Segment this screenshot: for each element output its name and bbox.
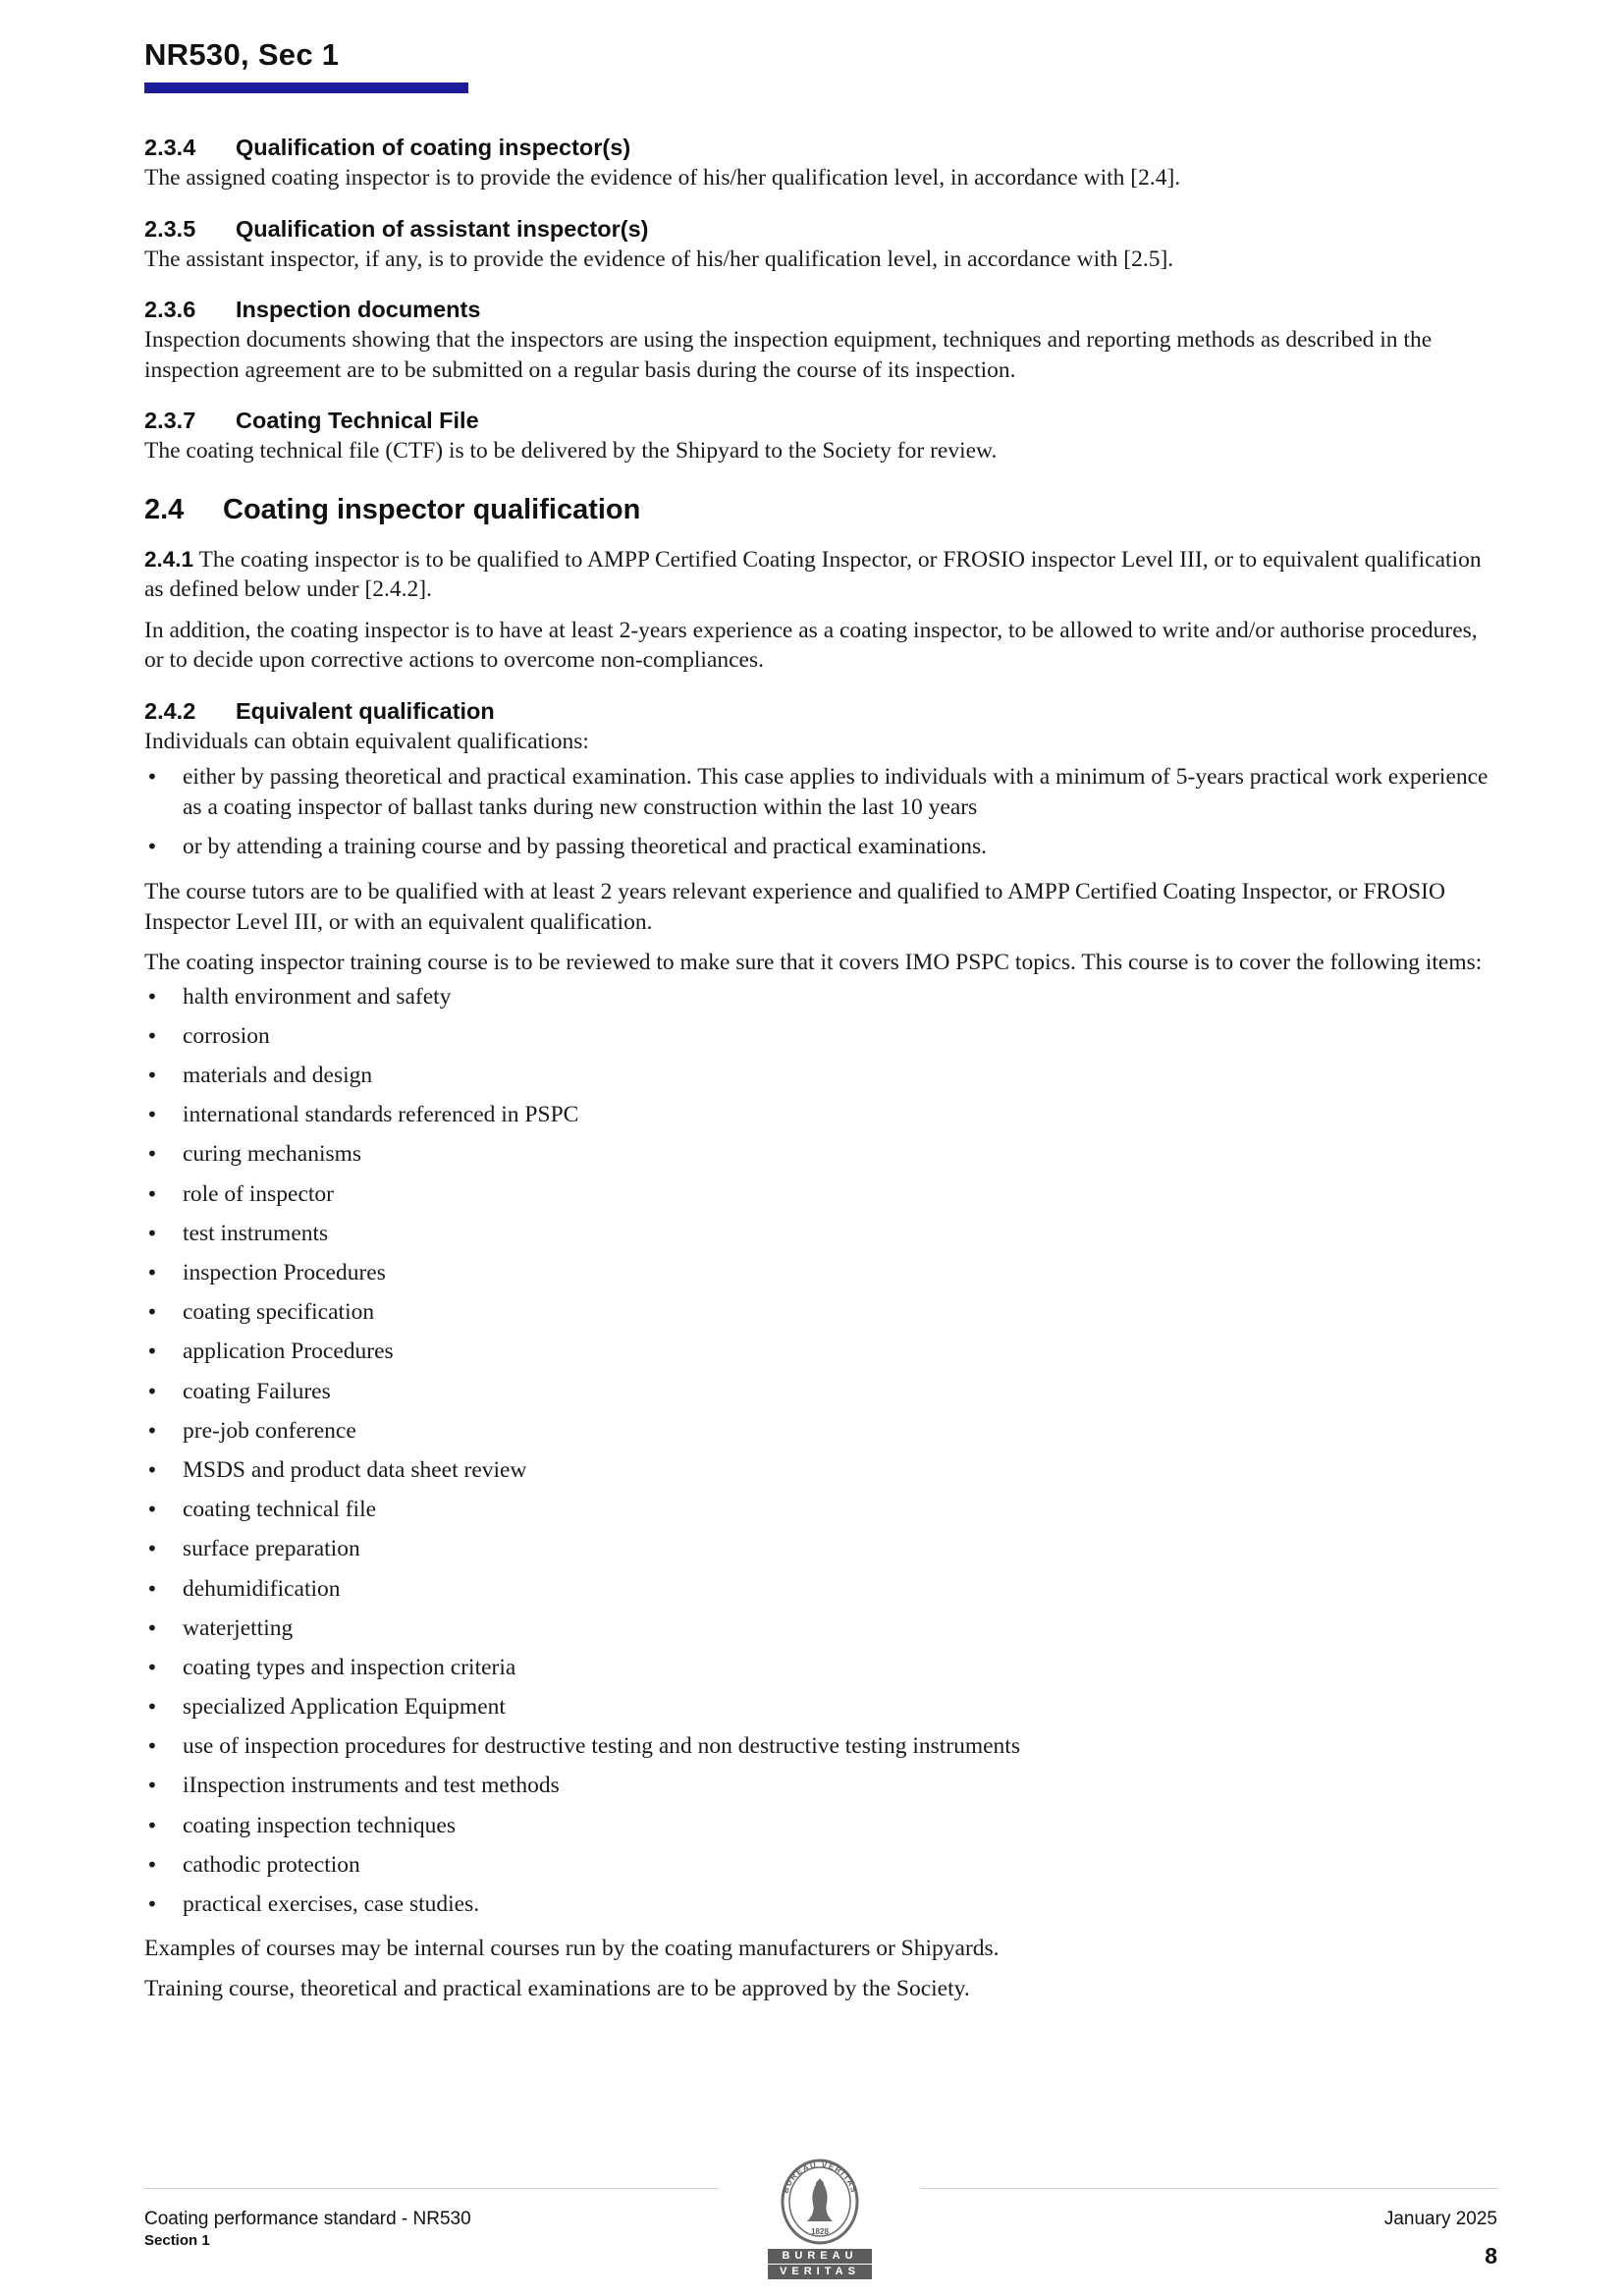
footer-section: Section 1 xyxy=(144,2232,210,2249)
paragraph-course-intro: The coating inspector training course is to be reviewed to make sure that it covers IMO PSPC topics. This course is to cover the following items: xyxy=(144,950,1483,976)
paragraph-course-tutors: The course tutors are to be qualified with at least 2 years relevant experience and qualified to AMPP Certified Coating Inspector, or FROSIO Inspector Level III, or with an equivalent qualification. xyxy=(144,879,1445,935)
paragraph-2-3-6: Inspection documents showing that the inspectors are using the inspection equipment, techniques and reporting methods as described in the inspection agreement are to be submitted on a regular basis during the course of its inspection. xyxy=(144,327,1433,383)
paragraph-course-examples: Examples of courses may be internal courses run by the coating manufacturers or Shipyards. xyxy=(144,1935,1000,1961)
list-item: • corrosion xyxy=(144,1021,1497,1052)
footer-rule-right xyxy=(920,2188,1497,2189)
list-item: • pre-job conference xyxy=(144,1416,1497,1447)
list-item: • practical exercises, case studies. xyxy=(144,1889,1497,1920)
paragraph-2-3-4: The assigned coating inspector is to provide the evidence of his/her qualification level, in accordance with [2.4]. xyxy=(144,165,1181,191)
seal-top-text: BUREAU VERITAS xyxy=(781,2159,859,2195)
list-item: • use of inspection procedures for destructive testing and non destructive testing instruments xyxy=(144,1731,1497,1762)
page-number: 8 xyxy=(1485,2243,1497,2269)
heading-number: 2.3.6 xyxy=(144,297,196,322)
heading-title: Qualification of coating inspector(s) xyxy=(236,135,631,160)
heading-title: Qualification of assistant inspector(s) xyxy=(236,215,649,242)
paragraph-2-4-1-addition: In addition, the coating inspector is to have at least 2-years experience as a coating inspector, to be allowed to write and/or authorise procedures, or to decide upon corrective actions to overcome non-compliances. xyxy=(144,617,1478,673)
list-item: • dehumidification xyxy=(144,1574,1497,1605)
paragraph-2-4-1 xyxy=(144,545,1497,605)
list-item: • role of inspector xyxy=(144,1179,1497,1210)
heading-2-4 xyxy=(144,490,1497,529)
seal-year: 1828 xyxy=(811,2227,829,2236)
bureau-veritas-logo xyxy=(768,2157,872,2278)
list-item: • MSDS and product data sheet review xyxy=(144,1455,1497,1486)
paragraph-2-3-5: The assistant inspector, if any, is to provide the evidence of his/her qualification level, in accordance with [2.5]. xyxy=(144,246,1174,272)
list-item: • waterjetting xyxy=(144,1613,1497,1644)
list-item: • either by passing theoretical and practical examination. This case applies to individuals with a minimum of 5-years practical work experience as a coating inspector of ballast tanks during new construction within the last 10 years xyxy=(144,762,1497,822)
heading-title: Equivalent qualification xyxy=(236,697,495,724)
paragraph-2-3-7: The coating technical file (CTF) is to be delivered by the Shipyard to the Society for review. xyxy=(144,438,998,464)
document-body xyxy=(144,132,1497,2004)
list-item: • iInspection instruments and test methods xyxy=(144,1771,1497,1801)
footer-document-info xyxy=(144,2208,471,2251)
heading-number: 2.4.2 xyxy=(144,697,196,724)
course-items-list xyxy=(144,982,1497,1920)
list-item: • inspection Procedures xyxy=(144,1258,1497,1288)
paragraph-2-4-2-intro: Individuals can obtain equivalent qualifications: xyxy=(144,728,589,754)
list-item: • coating technical file xyxy=(144,1495,1497,1525)
heading-title: Coating Technical File xyxy=(236,408,479,433)
heading-number: 2.3.4 xyxy=(144,135,196,160)
list-item: • surface preparation xyxy=(144,1534,1497,1564)
heading-2-3-5 xyxy=(144,213,1497,245)
page-header-title: NR530, Sec 1 xyxy=(144,37,340,72)
list-item: • application Procedures xyxy=(144,1337,1497,1367)
heading-number: 2.3.7 xyxy=(144,408,196,433)
inline-article-number: 2.4.1 xyxy=(144,546,194,572)
footer-date: January 2025 xyxy=(1383,2209,1497,2229)
list-item: • or by attending a training course and by passing theoretical and practical examinations. xyxy=(144,832,1497,862)
heading-2-3-7 xyxy=(144,405,1497,436)
list-item: • test instruments xyxy=(144,1219,1497,1249)
heading-2-4-2 xyxy=(144,695,1497,727)
qualification-options-list xyxy=(144,762,1497,861)
list-item: • coating types and inspection criteria xyxy=(144,1653,1497,1683)
list-item: • coating Failures xyxy=(144,1377,1497,1407)
footer-date-page xyxy=(1384,2208,1497,2269)
logo-word-bureau: BUREAU xyxy=(768,2249,872,2264)
heading-2-3-6 xyxy=(144,294,1497,325)
header-accent-bar xyxy=(144,82,468,93)
logo-word-veritas: VERITAS xyxy=(768,2265,872,2279)
seal-emblem xyxy=(768,2157,872,2247)
paragraph-approval: Training course, theoretical and practical examinations are to be approved by the Society. xyxy=(144,1976,970,2001)
list-item: • curing mechanisms xyxy=(144,1139,1497,1170)
heading-title: Coating inspector qualification xyxy=(223,493,641,525)
list-item: • international standards referenced in PSPC xyxy=(144,1100,1497,1130)
heading-title: Inspection documents xyxy=(236,297,481,322)
list-item: • halth environment and safety xyxy=(144,982,1497,1012)
paragraph-text: The coating inspector is to be qualified to AMPP Certified Coating Inspector, or FROSIO inspector Level III, or to equivalent qualification as defined below under [2.4.2]. xyxy=(144,546,1482,602)
list-item: • coating specification xyxy=(144,1297,1497,1328)
list-item: • specialized Application Equipment xyxy=(144,1692,1497,1722)
footer-rule-left xyxy=(144,2188,719,2189)
list-item: • coating inspection techniques xyxy=(144,1811,1497,1841)
footer-doc-title: Coating performance standard - NR530 xyxy=(144,2209,471,2229)
heading-number: 2.4 xyxy=(144,493,185,525)
list-item: • materials and design xyxy=(144,1061,1497,1091)
heading-number: 2.3.5 xyxy=(144,215,196,242)
list-item: • cathodic protection xyxy=(144,1850,1497,1881)
heading-2-3-4 xyxy=(144,132,1497,163)
